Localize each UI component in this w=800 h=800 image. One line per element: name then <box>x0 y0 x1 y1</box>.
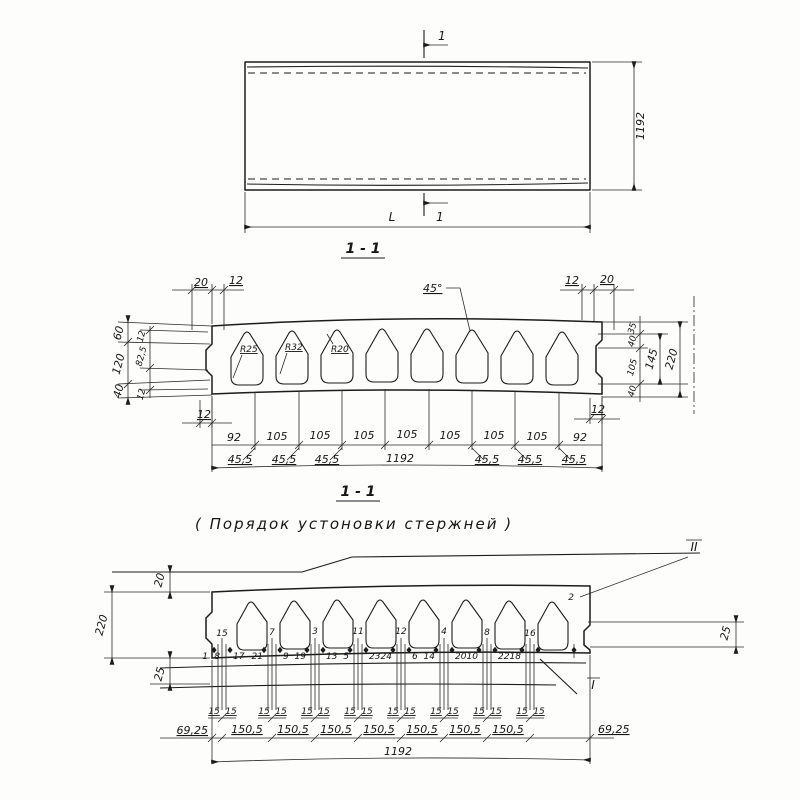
chain-105-2: 105 <box>309 429 331 442</box>
section-b-outline <box>206 319 602 394</box>
upper-mesh-line <box>112 553 700 597</box>
rod-top-numbers <box>216 627 536 644</box>
rod-top-8: 16 <box>524 629 536 639</box>
chain-c-1505-2: 150,5 <box>277 723 309 736</box>
rod-pair-0b: 17 <box>233 652 245 662</box>
chain-c-6925-left: 69,25 <box>176 724 208 737</box>
rod-pair-1b: 9 <box>283 652 289 662</box>
section-b-radius-callouts <box>233 334 349 378</box>
section-b-total: 1192 <box>386 452 414 465</box>
rod-pair-3b: 23 <box>369 652 381 662</box>
rod-pair-5b: 20 <box>455 652 467 662</box>
dim-tl-20: 20 <box>194 276 208 289</box>
dim-l-60: 60 <box>110 324 127 342</box>
dim-c-20: 20 <box>151 571 168 589</box>
chain-c-1505-6: 150,5 <box>449 723 481 736</box>
plan-dim-length <box>245 192 590 233</box>
section-b-dims-top-left <box>172 274 244 330</box>
chain-92-left: 92 <box>227 431 241 444</box>
gap-15-10: 15 <box>404 707 416 717</box>
dim-r-220: 220 <box>662 347 681 371</box>
dim-l-12b: 12 <box>135 387 149 402</box>
gap-15-2: 15 <box>225 707 237 717</box>
section-b-voids <box>231 329 578 385</box>
gap-15-14: 15 <box>490 707 502 717</box>
plan-view <box>245 29 647 233</box>
radius-label-r32: R32 <box>285 343 303 353</box>
rod-2-label: 2 <box>568 593 574 603</box>
rod-top-4: 11 <box>352 627 364 637</box>
dim-c-220: 220 <box>92 613 111 637</box>
plan-section-cut-bottom <box>424 193 448 224</box>
gap-15-8: 15 <box>361 707 373 717</box>
gap-15-6: 15 <box>318 707 330 717</box>
cut-label-bottom: 1 <box>436 210 444 224</box>
dim-l-82-5: 82,5 <box>134 345 150 368</box>
chain-105-7: 105 <box>526 430 548 443</box>
chain-c-1505-1: 150,5 <box>231 723 263 736</box>
chain-c-1505-5: 150,5 <box>406 723 438 736</box>
offset-45-5: 45,5 <box>517 453 543 466</box>
rod-top-7: 8 <box>484 628 490 638</box>
offset-45-2: 45,5 <box>271 453 297 466</box>
dim-r-105: 105 <box>626 357 641 378</box>
gap-15-7: 15 <box>344 707 356 717</box>
section-b-angle-callout <box>423 282 470 331</box>
dim-l-12a: 12 <box>135 329 149 344</box>
plan-length-label: L <box>388 210 396 224</box>
dim-r-145: 145 <box>642 347 661 371</box>
section-c-total: 1192 <box>384 745 412 758</box>
section-1-1-rods <box>93 484 744 764</box>
angle-label: 45° <box>423 282 443 295</box>
dim-l-40: 40 <box>110 382 127 400</box>
rod-top-6: 4 <box>441 627 447 637</box>
section-1-1-geometry <box>110 241 694 472</box>
section-b-dims-right <box>598 296 694 414</box>
gap-15-4: 15 <box>275 707 287 717</box>
chain-105-1: 105 <box>266 430 288 443</box>
gap-15-11: 15 <box>430 707 442 717</box>
dim-c-25-right: 25 <box>717 624 734 642</box>
gap-15-16: 15 <box>533 707 545 717</box>
rod-pair-2a: 19 <box>294 652 306 662</box>
dim-bl-12: 12 <box>197 408 211 421</box>
gap-15-13: 15 <box>473 707 485 717</box>
chain-c-1505-4: 150,5 <box>363 723 395 736</box>
dim-r-40b: 40 <box>626 384 640 399</box>
dim-tr-12: 12 <box>565 274 579 287</box>
rod-1-label: 1 <box>202 652 208 662</box>
section-c-dim-right <box>588 616 744 653</box>
dim-br-12: 12 <box>591 403 605 416</box>
chain-105-3: 105 <box>353 429 375 442</box>
section-c-title: 1 - 1 <box>340 484 376 500</box>
chain-92-right: 92 <box>573 431 587 444</box>
lower-mesh-lines <box>160 659 586 694</box>
chain-105-5: 105 <box>439 429 461 442</box>
plan-dim-width <box>592 62 647 190</box>
offset-45-6: 45,5 <box>561 453 587 466</box>
section-b-dim-bottom-right <box>574 396 620 424</box>
section-b-offset-row <box>212 448 602 468</box>
chain-c-6925-right: 69,25 <box>598 723 630 736</box>
dim-c-25-left: 25 <box>151 665 168 683</box>
dim-r-35: 35 <box>626 321 640 336</box>
gap-15-9: 15 <box>387 707 399 717</box>
chain-c-1505-3: 150,5 <box>320 723 352 736</box>
section-c-voids <box>237 600 568 650</box>
cut-label-top: 1 <box>438 29 446 43</box>
radius-label-r20: R20 <box>331 345 349 355</box>
dim-tr-20: 20 <box>600 273 614 286</box>
offset-45-4: 45,5 <box>474 453 500 466</box>
section-b-dims-left <box>110 316 212 404</box>
rod-top-1: 15 <box>216 629 228 639</box>
offset-45-1: 45,5 <box>227 453 253 466</box>
offset-45-3: 45,5 <box>314 453 340 466</box>
section-c-outline <box>206 585 590 658</box>
rod-pair-1a: 21 <box>251 652 263 662</box>
gap-15-12: 15 <box>447 707 459 717</box>
bar-gap-dims <box>208 707 545 722</box>
dim-tl-12: 12 <box>229 274 243 287</box>
gap-15-1: 15 <box>208 707 220 717</box>
radius-label-r25: R25 <box>240 345 258 355</box>
rod-pair-6a: 10 <box>466 652 478 662</box>
rod-pair-3a: 5 <box>343 652 349 662</box>
section-b-title: 1 - 1 <box>345 241 381 257</box>
dim-l-120: 120 <box>109 352 128 376</box>
rod-pair-0a: 8 <box>214 652 220 662</box>
rod-pair-4a: 24 <box>380 652 392 662</box>
section-c-dims-left <box>93 566 210 690</box>
gap-15-5: 15 <box>301 707 313 717</box>
rod-top-5: 12 <box>395 627 407 637</box>
rod-top-3: 3 <box>312 627 318 637</box>
plan-width-label: 1192 <box>634 112 647 140</box>
rod-pair-2b: 13 <box>326 652 338 662</box>
chain-105-6: 105 <box>483 429 505 442</box>
plan-outline <box>245 62 590 190</box>
chain-c-1505-7: 150,5 <box>492 723 524 736</box>
position-ii-label: II <box>690 540 698 554</box>
chain-105-4: 105 <box>396 428 418 441</box>
dim-r-40a: 40 <box>626 334 640 349</box>
section-c-subtitle: ( Порядок устоновки стержней ) <box>195 515 514 533</box>
gap-15-3: 15 <box>258 707 270 717</box>
section-b-dim-bottom-left <box>182 396 232 428</box>
rod-pair-6b: 22 <box>498 652 510 662</box>
plan-section-cut-top <box>424 29 448 58</box>
rod-top-2: 7 <box>269 628 275 638</box>
rod-pair-5a: 14 <box>423 652 435 662</box>
rod-pair-7a: 18 <box>509 652 521 662</box>
rod-pair-4b: 6 <box>412 652 418 662</box>
position-lower-callout <box>587 678 600 692</box>
gap-15-15: 15 <box>516 707 528 717</box>
position-i-label: I <box>591 678 595 692</box>
